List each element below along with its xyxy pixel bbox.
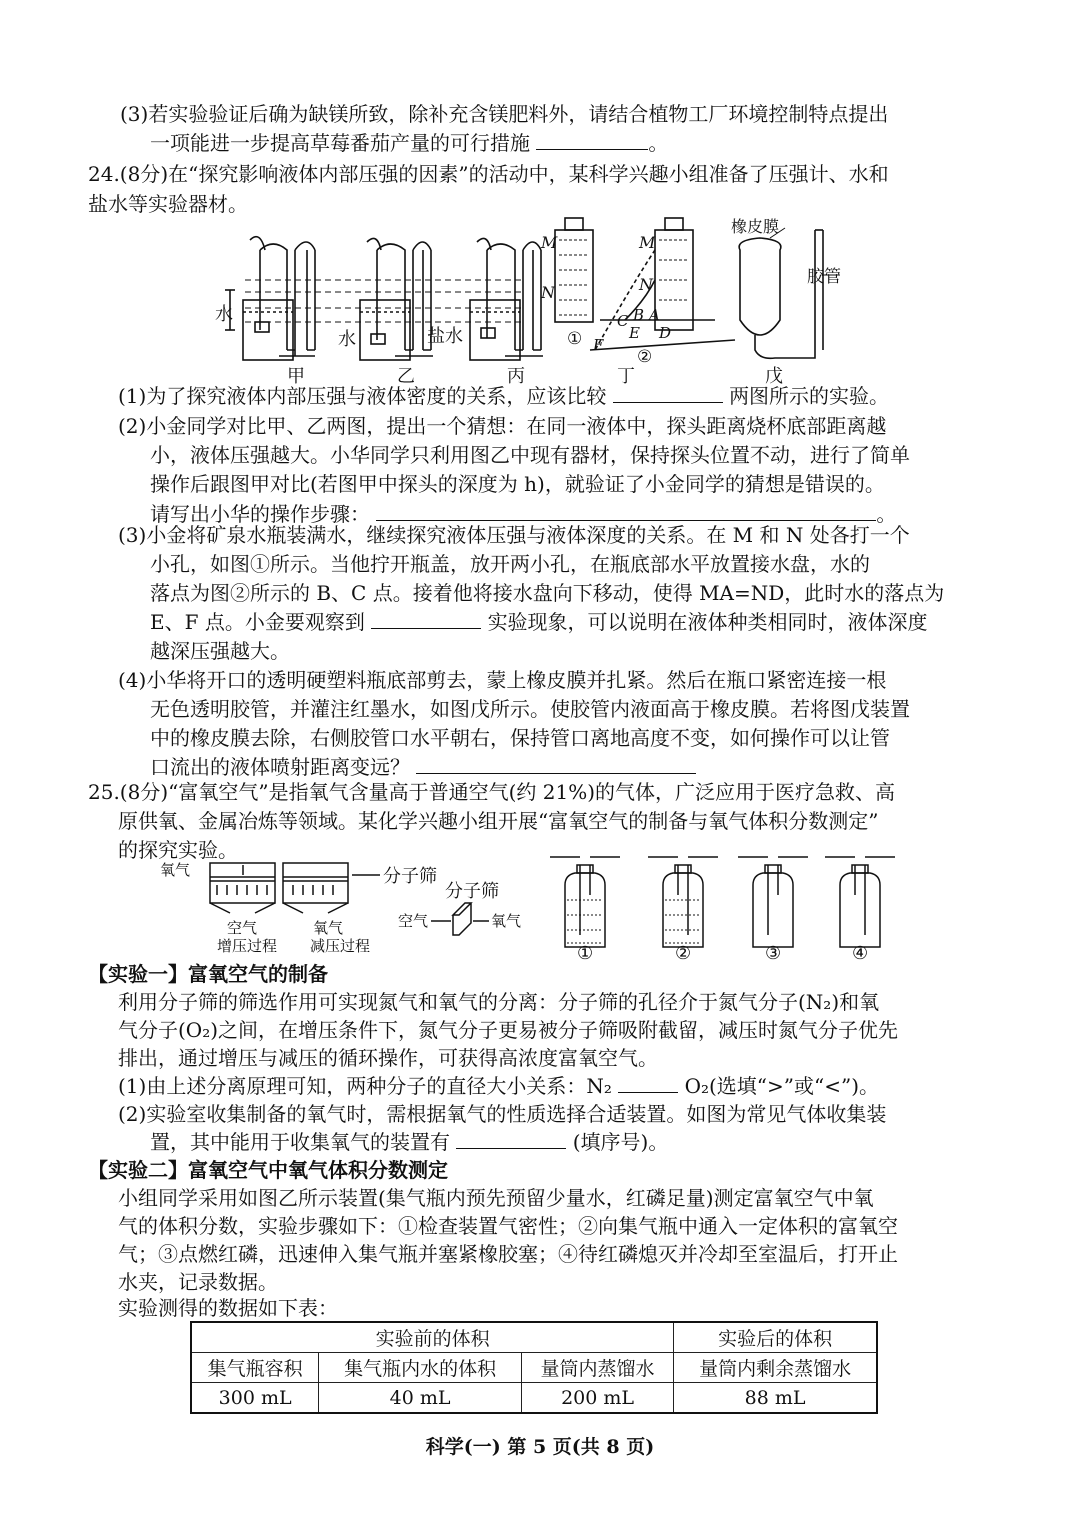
label-oxygen-out: 氧气 (491, 912, 522, 930)
exp2-line2: 气的体积分数，实验步骤如下：①检查装置气密性；②向集气瓶中通入一定体积的富氧空 (118, 1214, 898, 1238)
q24-item2-prompt: 请写出小华的操作步骤： (150, 502, 370, 526)
label-N1: N (541, 283, 555, 302)
q24-intro-line1: 24.(8分)在“探究影响液体内部压强的因素”的活动中，某科学兴趣小组准备了压强计、水和 (88, 162, 889, 186)
bottle-ding-1 (555, 218, 593, 322)
label-oxygen-bottom: 氧气 (313, 919, 344, 937)
manometer-yi (360, 238, 433, 360)
label-A: A (649, 306, 660, 324)
label-bing: 丙 (507, 366, 525, 387)
exp1-title: 【实验一】富氧空气的制备 (88, 962, 328, 986)
exp2-line3: 气；③点燃红磷，迅速伸入集气瓶并塞紧橡胶塞；④待红磷熄灭并冷却至室温后，打开止 (118, 1242, 898, 1266)
q24-item3-line4 (150, 608, 928, 636)
answer-blank[interactable] (618, 1072, 678, 1093)
label-C: C (617, 312, 629, 330)
sieve-box (431, 903, 489, 935)
label-air-bottom: 空气 (227, 919, 258, 937)
q25-intro-line1: 25.(8分)“富氧空气”是指氧气含量高于普通空气(约 21%)的气体，广泛应用于医疗急救、高 (88, 780, 896, 804)
table-header: 集气瓶容积 (191, 1353, 319, 1383)
manometer-jia (225, 237, 315, 360)
table-group-row (191, 1322, 877, 1353)
q24-item4-line1: (4)小华将开口的透明硬塑料瓶底部剪去，蒙上橡皮膜并扎紧。然后在瓶口紧密连接一根 (118, 668, 887, 692)
q25-item2-prefix: 置，其中能用于收集氧气的装置有 (150, 1130, 450, 1154)
q24-item3-line3: 落点为图②所示的 B、C 点。接着他将接水盘向下移动，使得 MA=ND，此时水的落点为 (150, 581, 945, 605)
table-header: 量筒内蒸馏水 (521, 1353, 673, 1383)
exp1-line2: 气分子(O₂)之间，在增压条件下，氮气分子更易被分子筛吸附截留，减压时氮气分子优先 (118, 1018, 899, 1042)
label-sieve: 分子筛 (445, 881, 499, 902)
q25-item2-suffix: (填序号)。 (572, 1130, 669, 1154)
q24-item4-prompt: 口流出的液体喷射距离变远？ (150, 755, 410, 779)
exp1-line3: 排出，通过增压与减压的循环操作，可获得高浓度富氧空气。 (118, 1046, 658, 1070)
q24-item3-line1: (3)小金将矿泉水瓶装满水，继续探究液体压强与液体深度的关系。在 M 和 N 处各打一个 (118, 523, 910, 547)
period: 。 (876, 502, 897, 526)
answer-blank[interactable] (416, 753, 696, 774)
answer-blank[interactable] (456, 1128, 566, 1149)
q24-item4-line3: 中的橡皮膜去除，右侧胶管口水平朝右，保持管口离地高度不变，如何操作可以让管 (150, 726, 890, 750)
table-cell: 88 mL (674, 1383, 877, 1414)
gas-bottle-2 (648, 857, 718, 947)
q25-item2-line2 (150, 1128, 668, 1156)
page-footer: 科学(一) 第 5 页(共 8 页) (425, 1436, 655, 1458)
label-circle1: ① (567, 329, 583, 349)
table-cell: 40 mL (319, 1383, 522, 1414)
q24-item3-suffix: 实验现象，可以说明在液体种类相同时，液体深度 (487, 610, 928, 634)
q23-item3-line1: (3)若实验验证后确为缺镁所致，除补充含镁肥料外，请结合植物工厂环境控制特点提出 (120, 102, 889, 126)
q24-figure (215, 210, 875, 390)
q24-item2-line1: (2)小金同学对比甲、乙两图，提出一个猜想：在同一液体中，探头距离烧杯底部距离越 (118, 414, 887, 438)
table-cell: 300 mL (191, 1383, 319, 1414)
q25-item1-suffix: O₂(选填“>”或“<”)。 (684, 1074, 880, 1098)
q24-item1-text: (1)为了探究液体内部压强与液体密度的关系，应该比较 (118, 384, 607, 408)
gas-bottle-3 (738, 857, 808, 947)
bottle-wu (739, 228, 840, 358)
label-water: 水 (338, 329, 356, 350)
label-wu: 戊 (765, 366, 783, 387)
label-membrane: 橡皮膜 (731, 217, 780, 236)
label-sieve-right: 分子筛 (383, 866, 437, 887)
label-pressurize: 增压过程 (217, 937, 278, 955)
period: 。 (648, 131, 669, 155)
sieve-chamber-right (283, 863, 348, 913)
gas-bottle-1 (550, 857, 620, 947)
q25-figure (155, 855, 915, 960)
label-D: D (659, 324, 672, 342)
table-group-after: 实验后的体积 (674, 1322, 877, 1353)
q24-item3-line5: 越深压强越大。 (150, 639, 290, 663)
answer-blank[interactable] (613, 382, 723, 403)
q24-item3-line2: 小孔，如图①所示。当他拧开瓶盖，放开两小孔，在瓶底部水平放置接水盘，水的 (150, 552, 870, 576)
q25-item1 (118, 1072, 879, 1100)
exp1-line1: 利用分子筛的筛选作用可实现氮气和氧气的分离：分子筛的孔径介于氮气分子(N₂)和氧 (118, 990, 880, 1014)
answer-blank[interactable] (376, 500, 876, 521)
q23-item3-text: 一项能进一步提高草莓番茄产量的可行措施 (150, 131, 530, 155)
q24-item1-after: 两图所示的实验。 (729, 384, 890, 408)
q25-item2-line1: (2)实验室收集制备的氧气时，需根据氧气的性质选择合适装置。如图为常见气体收集装 (118, 1102, 887, 1126)
label-ding: 丁 (617, 366, 635, 387)
label-bottle3: ③ (765, 943, 782, 960)
table-group-before: 实验前的体积 (191, 1322, 674, 1353)
label-N2: N (639, 275, 653, 294)
q25-item1-prefix: (1)由上述分离原理可知，两种分子的直径大小关系：N₂ (118, 1074, 612, 1098)
table-header: 量筒内剩余蒸馏水 (674, 1353, 877, 1383)
q24-item3-prefix: E、F 点。小金要观察到 (150, 610, 365, 634)
answer-blank[interactable] (536, 129, 648, 150)
label-air: 空气 (398, 912, 429, 930)
label-bottle1: ① (577, 943, 594, 960)
label-tube: 胶管 (807, 267, 841, 287)
label-bottle4: ④ (852, 943, 869, 960)
label-yi: 乙 (397, 366, 415, 387)
label-M1: M (541, 233, 558, 252)
label-F: F (593, 336, 604, 354)
label-jia: 甲 (287, 366, 305, 387)
label-depressurize: 减压过程 (310, 937, 371, 955)
label-E: E (629, 324, 640, 342)
label-water-side: 水 (215, 304, 233, 325)
q24-item4-line2: 无色透明胶管，并灌注红墨水，如图戊所示。使胶管内液面高于橡皮膜。若将图戊装置 (150, 697, 910, 721)
data-table (190, 1321, 878, 1414)
sieve-chamber-left (210, 863, 275, 913)
q25-intro-line3: 的探究实验。 (118, 838, 238, 862)
label-M2: M (639, 233, 656, 252)
label-brine: 盐水 (427, 326, 463, 347)
q24-item2-line3: 操作后跟图甲对比(若图甲中探头的深度为 h)，就验证了小金同学的猜想是错误的。 (150, 472, 885, 496)
answer-blank[interactable] (371, 608, 481, 629)
q24-intro-line2: 盐水等实验器材。 (88, 192, 248, 216)
manometer-bing (470, 238, 543, 360)
label-B: B (633, 306, 645, 324)
q24-item1 (118, 382, 889, 410)
table-header: 集气瓶内水的体积 (319, 1353, 522, 1383)
q25-intro-line2: 原供氧、金属冶炼等领域。某化学兴趣小组开展“富氧空气的制备与氧气体积分数测定” (118, 809, 879, 833)
label-circle2: ② (637, 347, 653, 367)
exp2-line4: 水夹，记录数据。 (118, 1270, 278, 1294)
label-oxygen-top: 氧气 (160, 861, 191, 879)
exp2-title: 【实验二】富氧空气中氧气体积分数测定 (88, 1158, 448, 1182)
table-row (191, 1383, 877, 1414)
q24-item2-line2: 小，液体压强越大。小华同学只利用图乙中现有器材，保持探头位置不动，进行了简单 (150, 443, 910, 467)
table-intro: 实验测得的数据如下表： (118, 1296, 338, 1320)
table-header-row (191, 1353, 877, 1383)
q24-item4-line4 (150, 753, 696, 781)
gas-bottle-4 (825, 857, 895, 947)
label-bottle2: ② (675, 943, 692, 960)
exp2-line1: 小组同学采用如图乙所示装置(集气瓶内预先预留少量水，红磷足量)测定富氧空气中氧 (118, 1186, 874, 1210)
table-cell: 200 mL (521, 1383, 673, 1414)
q23-item3-line2 (150, 129, 668, 157)
